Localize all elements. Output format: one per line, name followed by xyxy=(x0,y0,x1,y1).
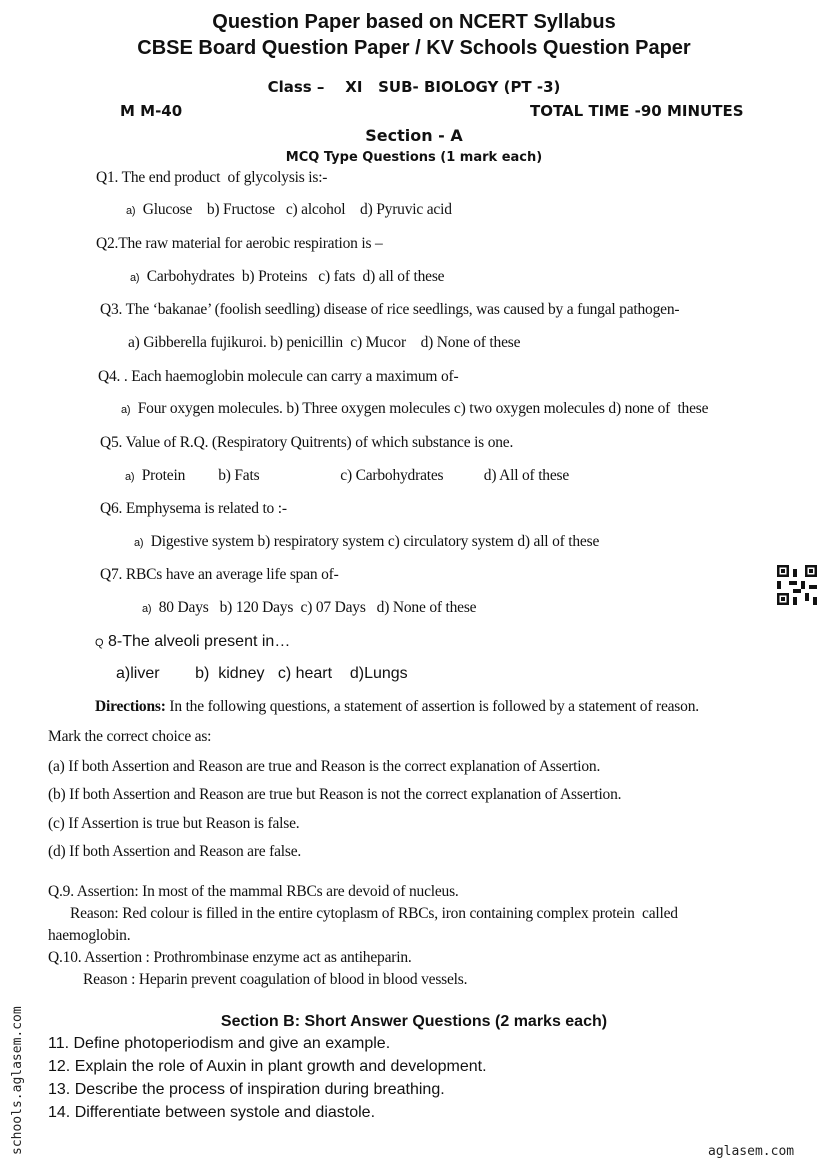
question-10-reason: Reason : Heparin prevent coagulation of blood in blood vessels. xyxy=(83,971,468,988)
class-subject-line: Class – XI SUB- BIOLOGY (PT -3) xyxy=(267,78,561,96)
total-time: TOTAL TIME -90 MINUTES xyxy=(530,102,744,120)
section-b-title: Section B: Short Answer Questions (2 marks each) xyxy=(220,1013,608,1030)
question-13: 13. Describe the process of inspiration during breathing. xyxy=(48,1081,445,1098)
question-5-options: a) Protein b) Fats c) Carbohydrates d) All of these xyxy=(125,467,570,484)
question-2-options: a) Carbohydrates b) Proteins c) fats d) all of these xyxy=(130,268,445,285)
question-11: 11. Define photoperiodism and give an example. xyxy=(48,1035,391,1052)
question-12: 12. Explain the role of Auxin in plant growth and development. xyxy=(48,1058,487,1075)
side-watermark: schools.aglasem.com xyxy=(10,1006,25,1155)
question-4: Q4. . Each haemoglobin molecule can carry a maximum of- xyxy=(98,368,459,385)
footer-watermark: aglasem.com xyxy=(708,1144,795,1159)
max-marks: M M-40 xyxy=(120,102,183,120)
question-1: Q1. The end product of glycolysis is:- xyxy=(96,169,328,186)
question-3-options: a) Gibberella fujikuroi. b) penicillin c) Mucor d) None of these xyxy=(128,334,521,351)
choice-a: (a) If both Assertion and Reason are true and Reason is the correct explanation of Assertion. xyxy=(48,758,601,775)
choice-b: (b) If both Assertion and Reason are true but Reason is not the correct explanation of Assertion. xyxy=(48,786,622,803)
question-10-assertion: Q.10. Assertion : Prothrombinase enzyme act as antiheparin. xyxy=(48,949,412,966)
question-14: 14. Differentiate between systole and diastole. xyxy=(48,1104,376,1121)
qr-code-icon xyxy=(777,565,817,605)
section-a-title: Section - A xyxy=(365,126,463,145)
question-9-reason: Reason: Red colour is filled in the entire cytoplasm of RBCs, iron containing complex protein called xyxy=(70,905,678,922)
choice-d: (d) If both Assertion and Reason are false. xyxy=(48,843,302,860)
question-7-options: a) 80 Days b) 120 Days c) 07 Days d) None of these xyxy=(142,599,477,616)
question-8-options: a)liver b) kidney c) heart d)Lungs xyxy=(116,665,408,682)
question-9-reason-continued: haemoglobin. xyxy=(48,927,131,944)
section-a-subtitle: MCQ Type Questions (1 mark each) xyxy=(285,150,543,165)
question-9-assertion: Q.9. Assertion: In most of the mammal RBCs are devoid of nucleus. xyxy=(48,883,459,900)
directions: Directions: In the following questions, a statement of assertion is followed by a statement of reason. xyxy=(95,698,699,715)
question-6-options: a) Digestive system b) respiratory system c) circulatory system d) all of these xyxy=(134,533,600,550)
question-5: Q5. Value of R.Q. (Respiratory Quitrents) of which substance is one. xyxy=(100,434,514,451)
question-8: Q 8-The alveoli present in… xyxy=(95,633,291,650)
question-2: Q2.The raw material for aerobic respiration is – xyxy=(96,235,383,252)
question-4-options: a) Four oxygen molecules. b) Three oxygen molecules c) two oxygen molecules d) none of these xyxy=(121,400,709,417)
title-line-2: CBSE Board Question Paper / KV Schools Question Paper xyxy=(137,37,691,59)
title-line-1: Question Paper based on NCERT Syllabus xyxy=(212,11,616,33)
mark-choice-instruction: Mark the correct choice as: xyxy=(48,728,212,745)
question-1-options: a) Glucose b) Fructose c) alcohol d) Pyruvic acid xyxy=(126,201,452,218)
choice-c: (c) If Assertion is true but Reason is false. xyxy=(48,815,300,832)
question-3: Q3. The ‘bakanae’ (foolish seedling) disease of rice seedlings, was caused by a fungal pathogen- xyxy=(100,301,680,318)
question-7: Q7. RBCs have an average life span of- xyxy=(100,566,339,583)
question-6: Q6. Emphysema is related to :- xyxy=(100,500,287,517)
